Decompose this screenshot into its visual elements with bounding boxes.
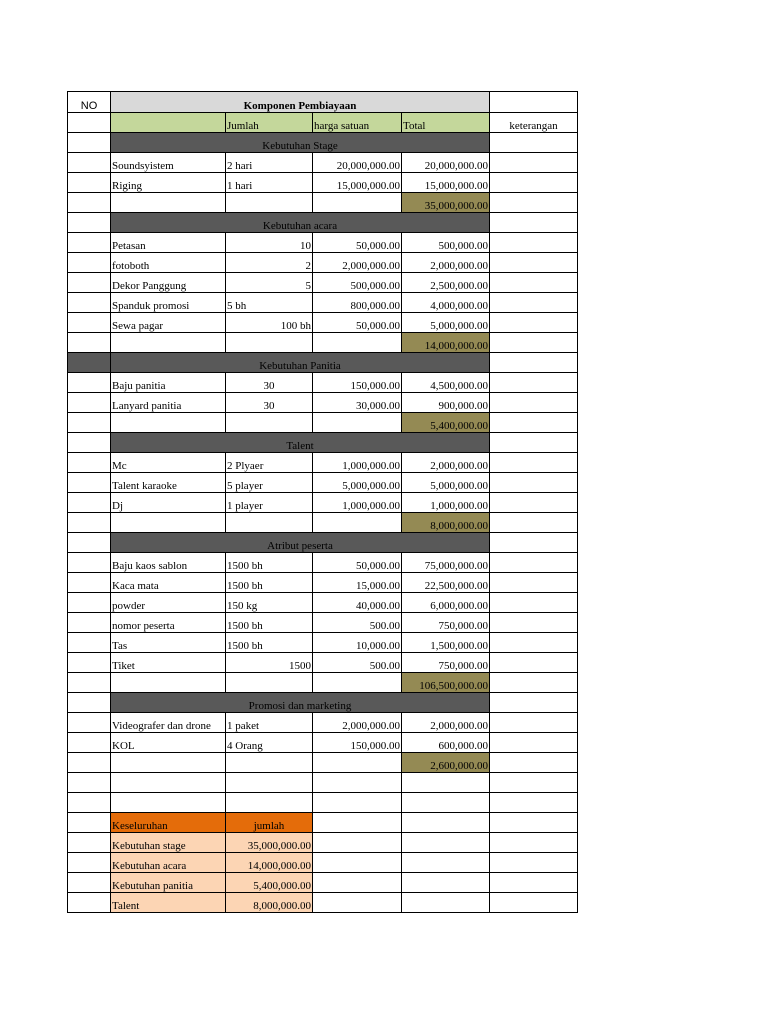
cell[interactable] [68, 653, 111, 673]
cell[interactable] [68, 833, 111, 853]
subtotal-talent[interactable]: 8,000,000.00 [402, 513, 490, 533]
section-row [68, 353, 578, 373]
header-harga-satuan[interactable]: harga satuan [313, 113, 402, 133]
budget-sheet [67, 91, 578, 913]
table-row [68, 573, 578, 593]
cell[interactable] [68, 333, 111, 353]
cell[interactable] [68, 373, 111, 393]
table-row [68, 173, 578, 193]
cell[interactable] [68, 753, 111, 773]
item-qty[interactable]: 2 Plyaer [226, 453, 313, 473]
cell[interactable] [68, 713, 111, 733]
item-total[interactable]: 750,000.00 [402, 613, 490, 633]
cell[interactable] [490, 553, 578, 573]
item-total[interactable]: 20,000,000.00 [402, 153, 490, 173]
item-qty[interactable]: 1 hari [226, 173, 313, 193]
item-name[interactable]: fotoboth [111, 253, 226, 273]
summary-row [68, 853, 578, 873]
cell[interactable] [226, 753, 313, 773]
cell[interactable] [313, 853, 402, 873]
item-name[interactable]: Lanyard panitia [111, 393, 226, 413]
item-name[interactable]: Baju panitia [111, 373, 226, 393]
summary-header-value[interactable]: jumlah [226, 813, 313, 833]
item-price[interactable]: 50,000.00 [313, 553, 402, 573]
item-qty[interactable]: 1500 [226, 653, 313, 673]
item-qty[interactable]: 1500 bh [226, 613, 313, 633]
section-row [68, 213, 578, 233]
item-qty[interactable]: 2 [226, 253, 313, 273]
cell[interactable] [68, 433, 111, 453]
cell[interactable] [490, 133, 578, 153]
header-jumlah[interactable]: Jumlah [226, 113, 313, 133]
cell[interactable] [68, 173, 111, 193]
cell[interactable] [490, 433, 578, 453]
item-price[interactable]: 40,000.00 [313, 593, 402, 613]
item-name[interactable]: Dekor Panggung [111, 273, 226, 293]
item-price[interactable]: 50,000.00 [313, 233, 402, 253]
cell[interactable] [68, 793, 111, 813]
cell[interactable] [490, 573, 578, 593]
item-total[interactable]: 500,000.00 [402, 233, 490, 253]
cell[interactable] [313, 333, 402, 353]
cell[interactable] [490, 633, 578, 653]
item-total[interactable]: 5,000,000.00 [402, 473, 490, 493]
cell[interactable] [402, 853, 490, 873]
cell[interactable] [68, 573, 111, 593]
subtotal-row [68, 673, 578, 693]
item-price[interactable]: 500.00 [313, 653, 402, 673]
cell[interactable] [68, 413, 111, 433]
summary-label[interactable]: Kebutuhan panitia [111, 873, 226, 893]
item-total[interactable]: 750,000.00 [402, 653, 490, 673]
item-qty[interactable]: 1 player [226, 493, 313, 513]
section-title-talent[interactable]: Talent [111, 433, 490, 453]
cell[interactable] [490, 613, 578, 633]
item-total[interactable]: 900,000.00 [402, 393, 490, 413]
item-qty[interactable]: 100 bh [226, 313, 313, 333]
item-qty[interactable]: 5 [226, 273, 313, 293]
item-price[interactable]: 15,000,000.00 [313, 173, 402, 193]
summary-row [68, 873, 578, 893]
cell[interactable] [111, 793, 226, 813]
cell[interactable] [68, 893, 111, 913]
cell[interactable] [490, 193, 578, 213]
item-name[interactable]: Tas [111, 633, 226, 653]
item-price[interactable]: 1,000,000.00 [313, 493, 402, 513]
cell[interactable] [68, 353, 111, 373]
cell[interactable] [490, 293, 578, 313]
table-row [68, 253, 578, 273]
cell[interactable] [68, 513, 111, 533]
cell[interactable] [490, 673, 578, 693]
section-title-atribut[interactable]: Atribut peserta [111, 533, 490, 553]
cell[interactable] [226, 333, 313, 353]
cell[interactable] [490, 493, 578, 513]
item-qty[interactable]: 1 paket [226, 713, 313, 733]
item-name[interactable]: Tiket [111, 653, 226, 673]
item-qty[interactable]: 150 kg [226, 593, 313, 613]
item-total[interactable]: 5,000,000.00 [402, 313, 490, 333]
item-price[interactable]: 20,000,000.00 [313, 153, 402, 173]
section-title-promosi[interactable]: Promosi dan marketing [111, 693, 490, 713]
item-name[interactable]: Spanduk promosi [111, 293, 226, 313]
subtotal-promosi[interactable]: 2,600,000.00 [402, 753, 490, 773]
cell[interactable] [490, 333, 578, 353]
section-row [68, 533, 578, 553]
cell[interactable] [226, 773, 313, 793]
subtotal-panitia[interactable]: 5,400,000.00 [402, 413, 490, 433]
cell[interactable] [490, 653, 578, 673]
item-qty[interactable]: 1500 bh [226, 553, 313, 573]
item-name[interactable]: Talent karaoke [111, 473, 226, 493]
table-row [68, 293, 578, 313]
cell[interactable] [490, 413, 578, 433]
item-total[interactable]: 75,000,000.00 [402, 553, 490, 573]
cell[interactable] [490, 373, 578, 393]
cell[interactable] [226, 673, 313, 693]
item-name[interactable]: Riging [111, 173, 226, 193]
cell[interactable] [313, 893, 402, 913]
cell[interactable] [402, 793, 490, 813]
section-title-acara[interactable]: Kebutuhan acara [111, 213, 490, 233]
item-total[interactable]: 1,500,000.00 [402, 633, 490, 653]
cell[interactable] [313, 813, 402, 833]
cell[interactable] [226, 513, 313, 533]
cell[interactable] [490, 833, 578, 853]
header-total[interactable]: Total [402, 113, 490, 133]
item-total[interactable]: 22,500,000.00 [402, 573, 490, 593]
cell[interactable] [490, 853, 578, 873]
cell[interactable] [68, 533, 111, 553]
cell[interactable] [111, 193, 226, 213]
item-price[interactable]: 500.00 [313, 613, 402, 633]
cell[interactable] [68, 153, 111, 173]
item-price[interactable]: 15,000.00 [313, 573, 402, 593]
cell[interactable] [226, 193, 313, 213]
item-price[interactable]: 150,000.00 [313, 373, 402, 393]
section-title-stage[interactable]: Kebutuhan Stage [111, 133, 490, 153]
cell[interactable] [68, 733, 111, 753]
cell[interactable] [68, 553, 111, 573]
item-qty[interactable]: 10 [226, 233, 313, 253]
table-row [68, 713, 578, 733]
subtotal-row [68, 193, 578, 213]
subtotal-row [68, 513, 578, 533]
cell[interactable] [68, 193, 111, 213]
cell[interactable] [68, 853, 111, 873]
cell[interactable] [313, 193, 402, 213]
item-qty[interactable]: 1500 bh [226, 573, 313, 593]
item-name[interactable]: Petasan [111, 233, 226, 253]
item-price[interactable]: 800,000.00 [313, 293, 402, 313]
cell[interactable] [313, 793, 402, 813]
cell[interactable] [402, 773, 490, 793]
cell[interactable] [111, 673, 226, 693]
summary-label[interactable]: Kebutuhan acara [111, 853, 226, 873]
summary-row [68, 833, 578, 853]
cell[interactable] [68, 213, 111, 233]
cell[interactable] [226, 413, 313, 433]
item-name[interactable]: Kaca mata [111, 573, 226, 593]
item-price[interactable]: 500,000.00 [313, 273, 402, 293]
summary-header-label[interactable]: Keseluruhan [111, 813, 226, 833]
cell[interactable] [490, 513, 578, 533]
table-row [68, 613, 578, 633]
cell[interactable] [68, 133, 111, 153]
cell[interactable] [68, 253, 111, 273]
cell[interactable] [490, 733, 578, 753]
item-total[interactable]: 2,000,000.00 [402, 453, 490, 473]
summary-header-row [68, 813, 578, 833]
cell[interactable] [68, 673, 111, 693]
summary-label[interactable]: Talent [111, 893, 226, 913]
cell[interactable] [313, 513, 402, 533]
table-row [68, 633, 578, 653]
cell[interactable] [490, 773, 578, 793]
cell[interactable] [68, 293, 111, 313]
cell[interactable] [402, 873, 490, 893]
cell[interactable] [313, 873, 402, 893]
cell[interactable] [111, 113, 226, 133]
cell[interactable] [111, 773, 226, 793]
cell[interactable] [490, 353, 578, 373]
table-row [68, 393, 578, 413]
item-total[interactable]: 2,000,000.00 [402, 713, 490, 733]
subtotal-atribut[interactable]: 106,500,000.00 [402, 673, 490, 693]
cell[interactable] [402, 893, 490, 913]
subtotal-stage[interactable]: 35,000,000.00 [402, 193, 490, 213]
cell[interactable] [226, 793, 313, 813]
item-total[interactable]: 1,000,000.00 [402, 493, 490, 513]
item-qty[interactable]: 5 bh [226, 293, 313, 313]
cell[interactable] [111, 413, 226, 433]
subtotal-row [68, 753, 578, 773]
cell[interactable] [490, 153, 578, 173]
subtotal-acara[interactable]: 14,000,000.00 [402, 333, 490, 353]
item-name[interactable]: KOL [111, 733, 226, 753]
item-name[interactable]: Dj [111, 493, 226, 513]
table-row [68, 473, 578, 493]
item-total[interactable]: 4,500,000.00 [402, 373, 490, 393]
cell[interactable] [68, 113, 111, 133]
table-row [68, 593, 578, 613]
item-price[interactable]: 1,000,000.00 [313, 453, 402, 473]
item-qty[interactable]: 2 hari [226, 153, 313, 173]
item-total[interactable]: 4,000,000.00 [402, 293, 490, 313]
cell[interactable] [490, 173, 578, 193]
cell[interactable] [490, 713, 578, 733]
item-price[interactable]: 150,000.00 [313, 733, 402, 753]
cell[interactable] [68, 233, 111, 253]
header-title[interactable]: Komponen Pembiayaan [111, 92, 490, 113]
table-row [68, 733, 578, 753]
table-row [68, 373, 578, 393]
item-total[interactable]: 6,000,000.00 [402, 593, 490, 613]
cell[interactable] [68, 633, 111, 653]
item-name[interactable]: Sewa pagar [111, 313, 226, 333]
cell[interactable] [490, 893, 578, 913]
header-row-title [68, 92, 578, 113]
header-no[interactable]: NO [68, 92, 111, 113]
table-row [68, 453, 578, 473]
cell[interactable] [490, 393, 578, 413]
item-total[interactable]: 600,000.00 [402, 733, 490, 753]
cell[interactable] [490, 233, 578, 253]
cell[interactable] [490, 473, 578, 493]
cell[interactable] [68, 453, 111, 473]
item-price[interactable]: 50,000.00 [313, 313, 402, 333]
cell[interactable] [490, 813, 578, 833]
item-qty[interactable]: 1500 bh [226, 633, 313, 653]
cell[interactable] [313, 413, 402, 433]
item-name[interactable]: Videografer dan drone [111, 713, 226, 733]
table-row [68, 233, 578, 253]
cell[interactable] [490, 793, 578, 813]
cell[interactable] [490, 273, 578, 293]
cell[interactable] [402, 813, 490, 833]
cell[interactable] [68, 473, 111, 493]
item-name[interactable]: Baju kaos sablon [111, 553, 226, 573]
table-row [68, 553, 578, 573]
item-name[interactable]: Mc [111, 453, 226, 473]
cell[interactable] [68, 393, 111, 413]
item-name[interactable]: Soundsyistem [111, 153, 226, 173]
cell[interactable] [68, 613, 111, 633]
cell[interactable] [68, 873, 111, 893]
summary-label[interactable]: Kebutuhan stage [111, 833, 226, 853]
cell[interactable] [490, 693, 578, 713]
cell[interactable] [68, 273, 111, 293]
section-row [68, 693, 578, 713]
subtotal-row [68, 413, 578, 433]
subtotal-row [68, 333, 578, 353]
section-row [68, 133, 578, 153]
item-qty[interactable]: 4 Orang [226, 733, 313, 753]
empty-row [68, 773, 578, 793]
item-price[interactable]: 5,000,000.00 [313, 473, 402, 493]
header-keterangan[interactable]: keterangan [490, 113, 578, 133]
item-qty[interactable]: 30 [226, 393, 313, 413]
cell[interactable] [111, 513, 226, 533]
cell[interactable] [68, 773, 111, 793]
item-qty[interactable]: 5 player [226, 473, 313, 493]
item-total[interactable]: 2,500,000.00 [402, 273, 490, 293]
table-row [68, 153, 578, 173]
cell[interactable] [490, 453, 578, 473]
cell[interactable] [68, 313, 111, 333]
item-price[interactable]: 10,000.00 [313, 633, 402, 653]
cell[interactable] [68, 693, 111, 713]
summary-value[interactable]: 5,400,000.00 [226, 873, 313, 893]
cell[interactable] [111, 753, 226, 773]
summary-value[interactable]: 35,000,000.00 [226, 833, 313, 853]
section-title-panitia[interactable]: Kebutuhan Panitia [111, 353, 490, 373]
cell[interactable] [68, 593, 111, 613]
table-row [68, 493, 578, 513]
table-row [68, 313, 578, 333]
cell[interactable] [68, 493, 111, 513]
cell[interactable] [490, 873, 578, 893]
item-price[interactable]: 2,000,000.00 [313, 713, 402, 733]
cell[interactable] [490, 92, 578, 113]
item-price[interactable]: 30,000.00 [313, 393, 402, 413]
table-row [68, 273, 578, 293]
cell[interactable] [313, 673, 402, 693]
summary-value[interactable]: 8,000,000.00 [226, 893, 313, 913]
item-total[interactable]: 2,000,000.00 [402, 253, 490, 273]
cell[interactable] [490, 313, 578, 333]
item-total[interactable]: 15,000,000.00 [402, 173, 490, 193]
cell[interactable] [490, 533, 578, 553]
cell[interactable] [313, 753, 402, 773]
cell[interactable] [402, 833, 490, 853]
cell[interactable] [490, 593, 578, 613]
table-row [68, 653, 578, 673]
cell[interactable] [111, 333, 226, 353]
summary-value[interactable]: 14,000,000.00 [226, 853, 313, 873]
item-name[interactable]: nomor peserta [111, 613, 226, 633]
cell[interactable] [313, 773, 402, 793]
cell[interactable] [313, 833, 402, 853]
cell[interactable] [490, 253, 578, 273]
header-row-columns [68, 113, 578, 133]
cell[interactable] [68, 813, 111, 833]
cell[interactable] [490, 753, 578, 773]
cell[interactable] [490, 213, 578, 233]
section-row [68, 433, 578, 453]
summary-row [68, 893, 578, 913]
item-name[interactable]: powder [111, 593, 226, 613]
empty-row [68, 793, 578, 813]
item-price[interactable]: 2,000,000.00 [313, 253, 402, 273]
item-qty[interactable]: 30 [226, 373, 313, 393]
